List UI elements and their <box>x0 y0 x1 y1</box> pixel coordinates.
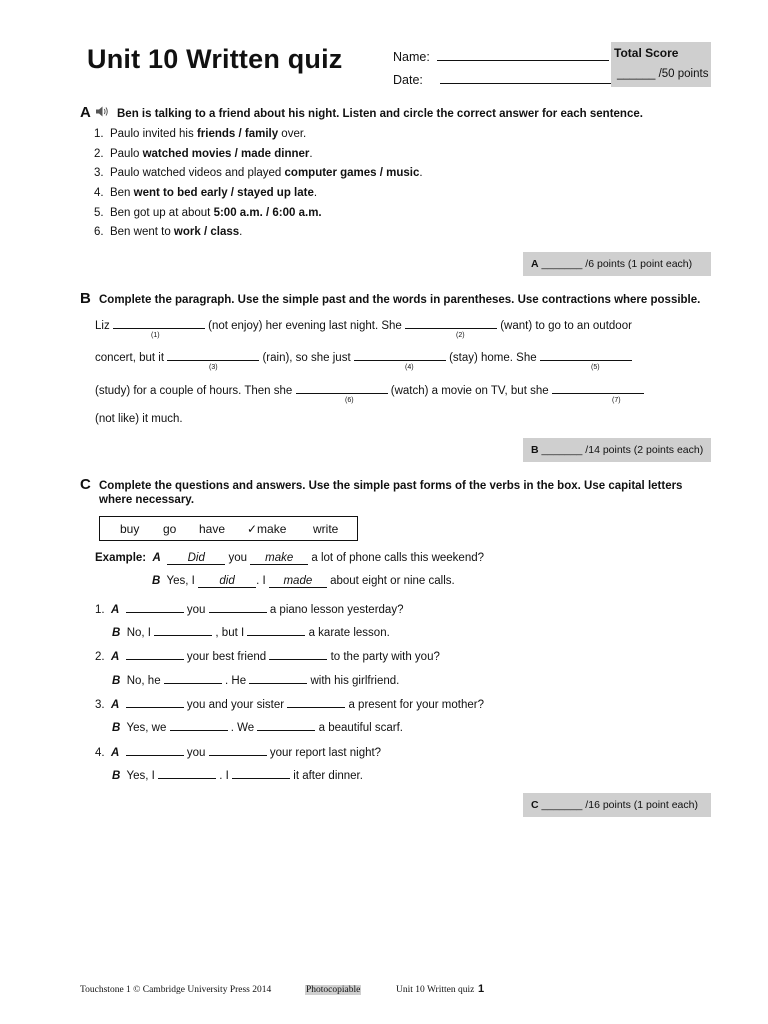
example-fill: Did <box>167 552 225 565</box>
section-c-instruction: Complete the questions and answers. Use the simple past forms of the verbs in the box. Use capital letters where necessary. <box>99 480 683 506</box>
word-item: write <box>313 522 339 536</box>
name-field[interactable] <box>437 48 609 61</box>
list-item: 4. Ben went to bed early / stayed up late. <box>94 187 318 200</box>
blank-number: (5) <box>591 364 600 371</box>
footer-photocopiable: Photocopiable <box>306 985 361 995</box>
date-field[interactable] <box>440 71 612 84</box>
section-a-instruction: Ben is talking to a friend about his night. Listen and circle the correct answer for each sentence. <box>117 108 643 120</box>
blank-3[interactable] <box>167 348 259 361</box>
word-item: have <box>199 522 226 536</box>
blank-number: (7) <box>612 397 621 404</box>
word-item: buy <box>120 522 140 536</box>
list-item: 2. Paulo watched movies / made dinner. <box>94 147 313 160</box>
question-a: 1. A you a piano lesson yesterday? <box>95 600 403 616</box>
paragraph-line-3: (study) for a couple of hours. Then she (watch) a movie on TV, but she <box>95 381 644 397</box>
word-item: ✓make <box>247 522 287 536</box>
blank-number: (2) <box>456 332 465 339</box>
answer-blank[interactable] <box>126 743 184 756</box>
answer-blank[interactable] <box>247 623 305 636</box>
question-b: B No, he . He with his girlfriend. <box>112 671 399 687</box>
paragraph-line-1: Liz (not enjoy) her evening last night. She (want) to go to an outdoor <box>95 316 632 332</box>
answer-blank[interactable] <box>154 623 212 636</box>
example-question: Example: A Did you make a lot of phone calls this weekend? <box>95 552 485 564</box>
section-b-instruction: Complete the paragraph. Use the simple past and the words in parentheses. Use contractions where possible. <box>99 294 701 306</box>
answer-blank[interactable] <box>269 647 327 660</box>
answer-blank[interactable] <box>126 647 184 660</box>
blank-number: (6) <box>345 397 354 404</box>
paragraph-line-4: (not like) it much. <box>95 413 183 425</box>
answer-blank[interactable] <box>126 600 184 613</box>
date-row <box>393 71 612 87</box>
blank-7[interactable] <box>552 381 644 394</box>
list-item: 3. Paulo watched videos and played computer games / music. <box>94 167 423 180</box>
blank-5[interactable] <box>540 348 632 361</box>
answer-blank[interactable] <box>170 718 228 731</box>
page-number: 1 <box>478 983 485 995</box>
section-b-points: B _______ /14 points (2 points each) <box>523 438 711 462</box>
section-c-points: C _______ /16 points (1 point each) <box>523 793 711 817</box>
page-title: Unit 10 Written quiz <box>87 44 343 74</box>
answer-blank[interactable] <box>158 766 216 779</box>
answer-blank[interactable] <box>257 718 315 731</box>
list-item: 1. Paulo invited his friends / family over. <box>94 128 307 140</box>
example-fill: made <box>269 575 327 588</box>
question-b: B Yes, we . We a beautiful scarf. <box>112 718 403 734</box>
name-row <box>393 48 609 64</box>
blank-number: (3) <box>209 364 218 371</box>
answer-blank[interactable] <box>164 671 222 684</box>
date-label: Date: <box>393 73 423 87</box>
list-item: 5. Ben got up at about 5:00 a.m. / 6:00 a.m. <box>94 206 322 219</box>
example-fill: make <box>250 552 308 565</box>
blank-4[interactable] <box>354 348 446 361</box>
question-a: 3. A you and your sister a present for your mother? <box>95 695 484 711</box>
section-c-letter: C <box>80 476 91 493</box>
blank-number: (4) <box>405 364 414 371</box>
question-b: B No, I , but I a karate lesson. <box>112 623 390 639</box>
blank-1[interactable] <box>113 316 205 329</box>
section-a-points: A _______ /6 points (1 point each) <box>523 252 711 276</box>
section-b-letter: B <box>80 290 91 307</box>
question-a: 4. A you your report last night? <box>95 743 381 759</box>
footer-quiz-name: Unit 10 Written quiz <box>396 985 475 995</box>
answer-blank[interactable] <box>232 766 290 779</box>
example-fill: did <box>198 575 256 588</box>
word-box <box>99 516 358 541</box>
section-a-letter: A <box>80 104 91 121</box>
question-a: 2. A your best friend to the party with you? <box>95 647 440 663</box>
total-score-label: Total Score <box>614 46 679 60</box>
total-score-value: ______ /50 points <box>617 68 709 80</box>
question-b: B Yes, I . I it after dinner. <box>112 766 363 782</box>
footer-copyright: Touchstone 1 © Cambridge University Press 2014 <box>80 985 272 995</box>
answer-blank[interactable] <box>126 695 184 708</box>
blank-number: (1) <box>151 332 160 339</box>
name-label: Name: <box>393 50 430 64</box>
list-item: 6. Ben went to work / class. <box>94 226 243 239</box>
section-a-list <box>94 128 423 246</box>
answer-blank[interactable] <box>209 600 267 613</box>
example-answer: B Yes, I did . I made about eight or nine calls. <box>152 575 455 587</box>
speaker-icon[interactable] <box>96 106 109 120</box>
blank-2[interactable] <box>405 316 497 329</box>
answer-blank[interactable] <box>209 743 267 756</box>
total-score-box <box>611 42 711 87</box>
word-item: go <box>163 522 177 536</box>
answer-blank[interactable] <box>249 671 307 684</box>
paragraph-line-2: concert, but it (rain), so she just (stay) home. She <box>95 348 632 364</box>
answer-blank[interactable] <box>287 695 345 708</box>
blank-6[interactable] <box>296 381 388 394</box>
